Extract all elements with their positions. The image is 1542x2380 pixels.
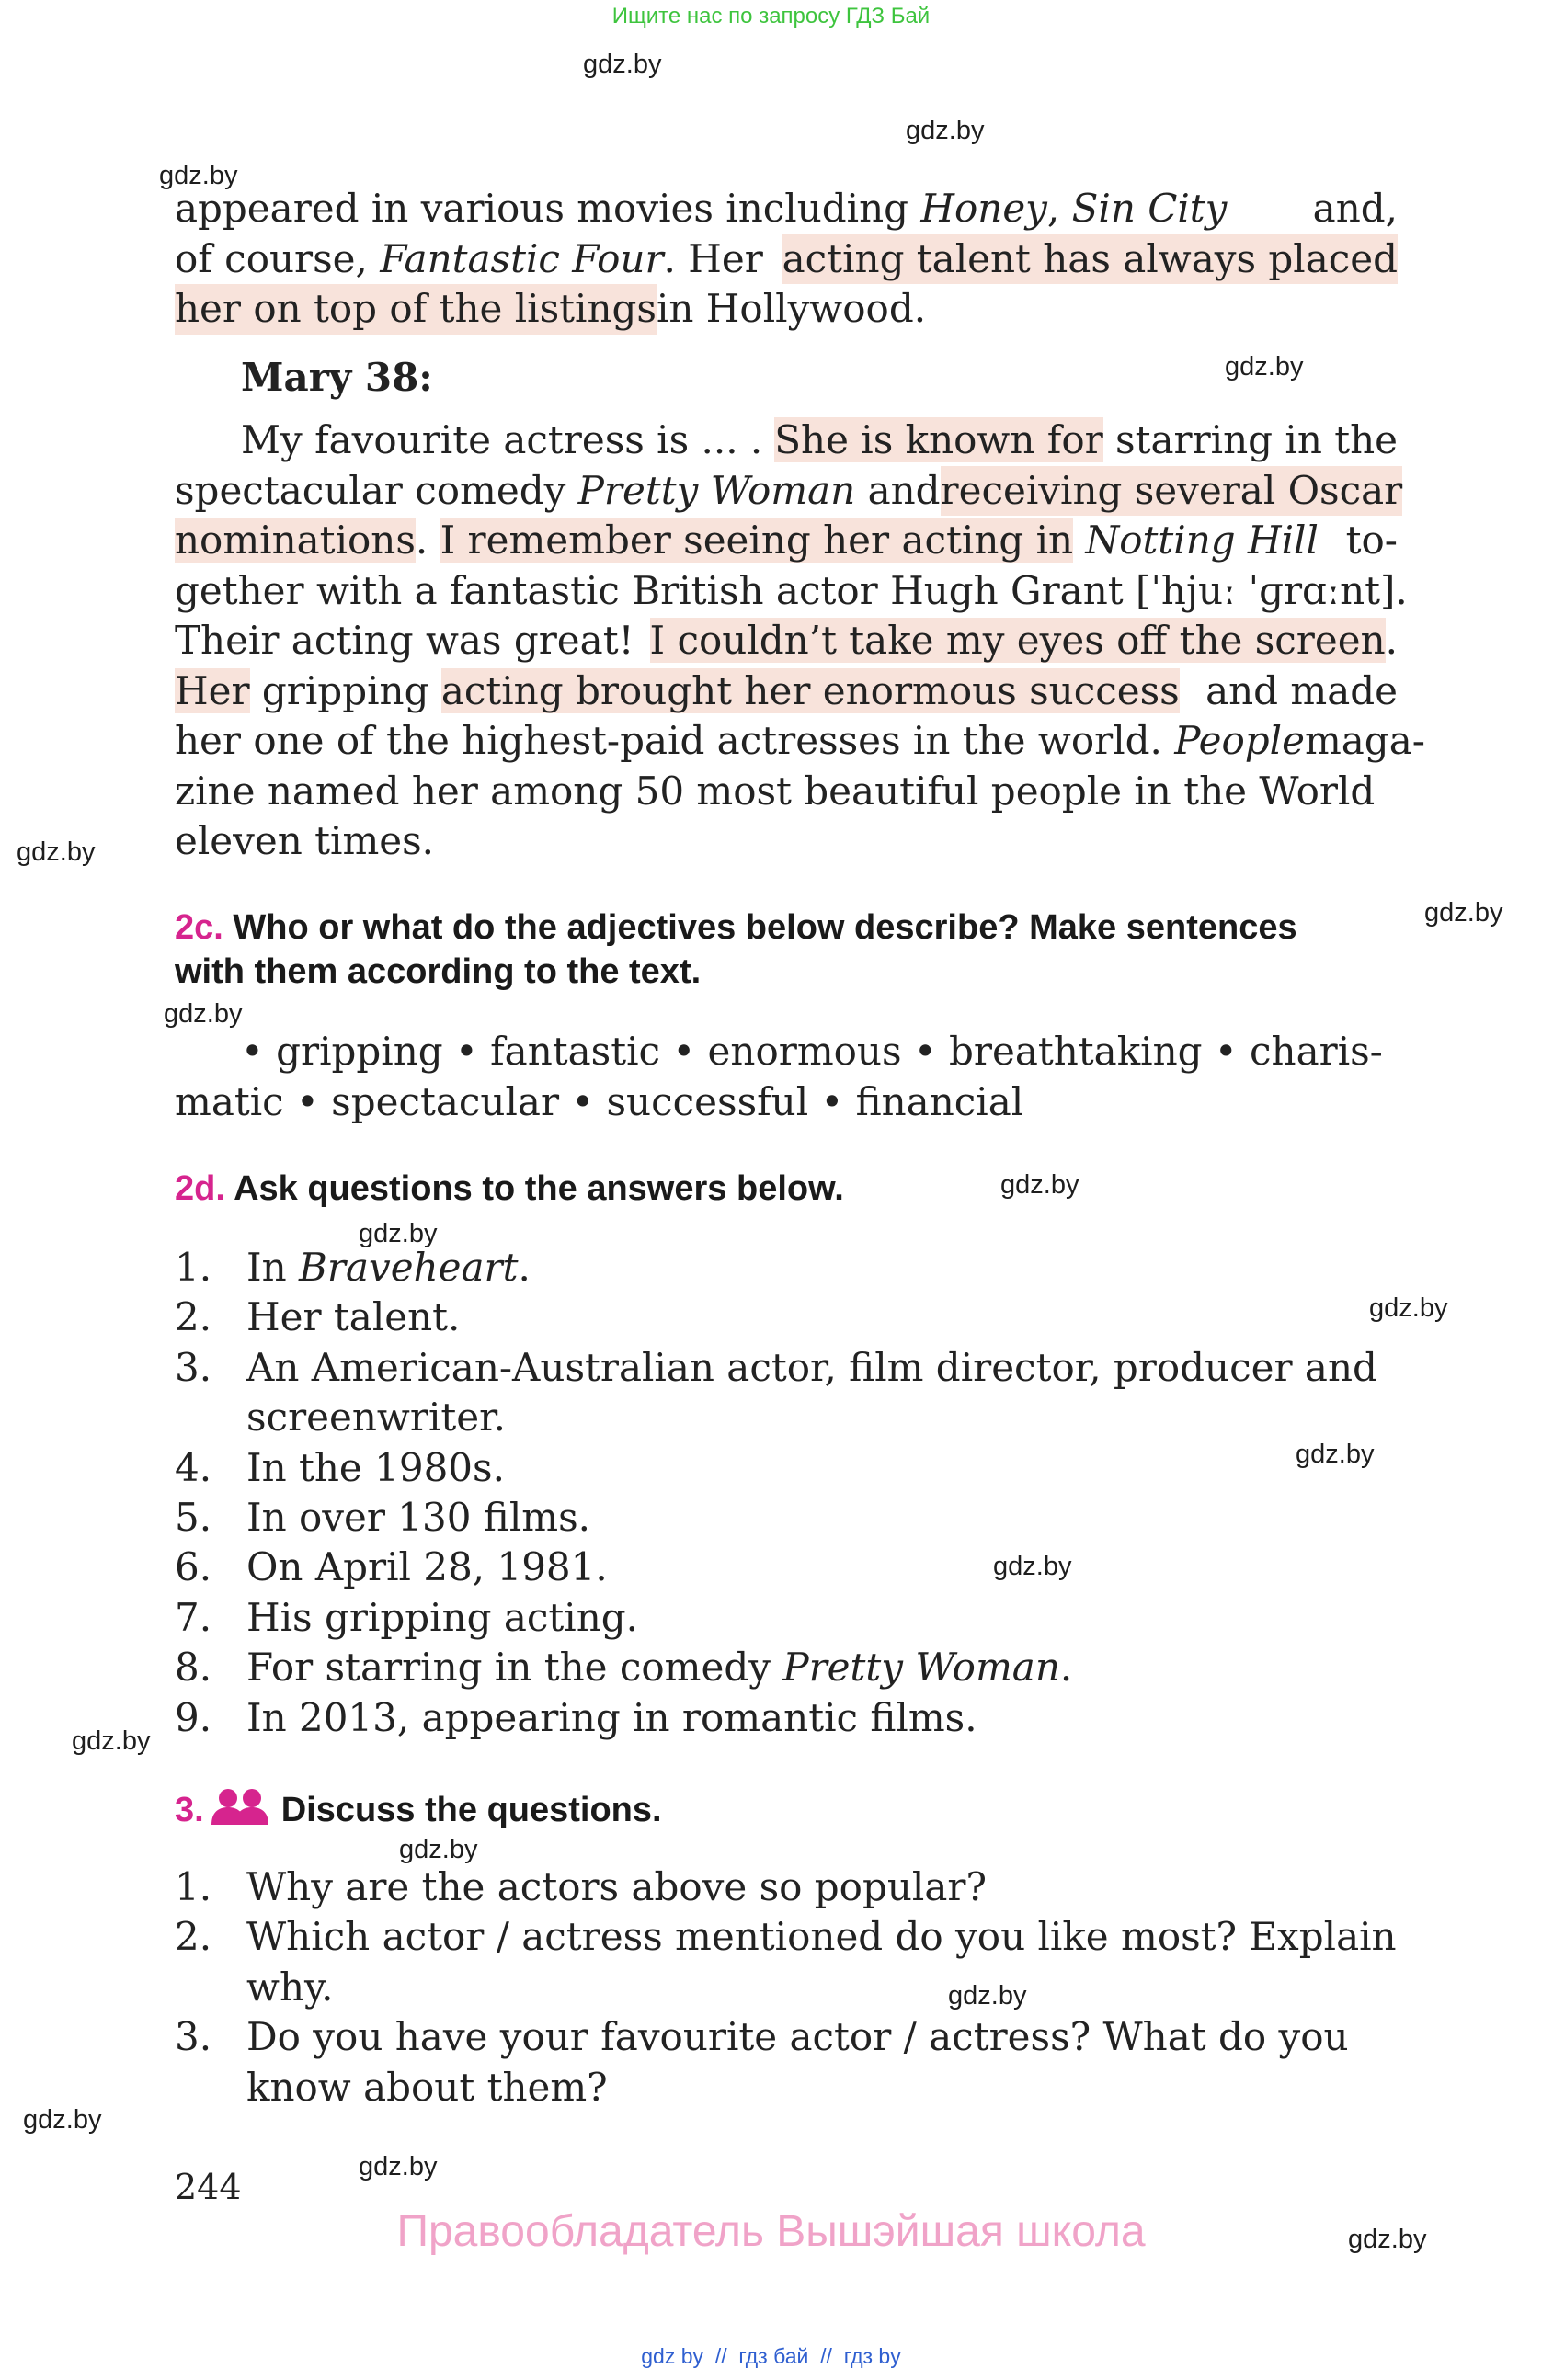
watermark: gdz.by [1000,1170,1079,1200]
paragraph-continuation [175,184,1398,335]
mary-heading: Mary 38: [241,355,433,400]
watermark: gdz.by [1296,1440,1375,1469]
list-item: 5. In over 130 films. [175,1494,590,1540]
watermark: gdz.by [359,1219,438,1248]
list-item: 9. In 2013, appearing in romantic films. [175,1694,977,1740]
mary-paragraph [175,416,1425,867]
highlighted-phrase: acting talent has always placed [782,234,1398,285]
list-item: 1. In Braveheart. [175,1245,531,1290]
text-line: appeared in various movies including Honey, Sin City and, [175,186,1398,231]
task-2d-heading: 2d. Ask questions to the answers below. [175,1169,844,1208]
list-item: 7. His gripping acting. [175,1594,639,1640]
watermark: gdz.by [23,2105,102,2135]
list-item-continuation: why. [246,1964,334,2010]
watermark: gdz.by [164,999,243,1029]
watermark: gdz.by [948,1981,1027,2010]
text-line: spectacular comedy Pretty Woman and receiving several Oscar [175,466,1398,517]
list-item: 4. In the 1980s. [175,1444,505,1490]
text-line: zine named her among 50 most beautiful people in the World [175,768,1376,814]
watermark: gdz.by [17,837,96,867]
watermark: gdz.by [1369,1293,1448,1323]
text-line: Their acting was great! I couldn’t take my eyes off the screen. [175,618,1398,663]
text-line: nominations. I remember seeing her acting in Notting Hill to- [175,518,1398,563]
page-number: 244 [175,2167,242,2207]
watermark: gdz.by [1348,2225,1427,2254]
text-line: Her gripping acting brought her enormous success and made [175,667,1398,713]
text-line: of course, Fantastic Four. Her acting talent has always placed [175,234,1398,285]
task-number: 2c. [175,908,223,947]
task-number: 2d. [175,1169,225,1208]
discussion-questions [175,1862,1398,2112]
list-item: 6. On April 28, 1981. [175,1544,608,1590]
copyright-notice: Правообладатель Вышэйшая школа [396,2207,1146,2256]
list-item: 1. Why are the actors above so popular? [175,1864,987,1909]
watermark: gdz.by [1424,898,1503,928]
list-item: 2. Which actor / actress mentioned do you like most? Explain [175,1914,1397,1960]
list-item-continuation: know about them? [246,2064,608,2110]
search-notice: Ищите нас по запросу ГДЗ Бай [611,4,931,28]
task-3-heading: 3. Discuss the questions. [175,1788,1407,1836]
highlighted-phrase: She is known for [774,417,1103,462]
text-line: eleven times. [175,818,435,863]
text-line: • gripping • fantastic • enormous • breathtaking • charis- [241,1029,1383,1074]
list-item: 8. For starring in the comedy Pretty Woman. [175,1645,1073,1691]
task-number: 3. [175,1791,204,1829]
text-line: her one of the highest-paid actresses in the world. People maga- [175,718,1425,763]
list-item: 2. Her talent. [175,1294,461,1340]
watermark: gdz.by [583,50,662,79]
list-item-continuation: screenwriter. [246,1395,506,1441]
highlighted-phrase: nominations [175,518,416,563]
footer-links: gdz by // гдз бай // гдз by [641,2344,901,2368]
highlighted-phrase: her on top of the listings [175,284,657,335]
text-line: her on top of the listings in Hollywood. [175,284,1398,335]
list-item: 3. Do you have your favourite actor / actress? What do you [175,2014,1349,2060]
highlighted-phrase: I couldn’t take my eyes off the screen [649,618,1386,663]
text-line: matic • spectacular • successful • financial [175,1078,1024,1124]
highlighted-phrase: acting brought her enormous success [440,667,1180,713]
highlighted-phrase: I remember seeing her acting in [440,518,1074,563]
watermark: gdz.by [1225,352,1304,381]
highlighted-phrase: receiving several Oscar [941,466,1403,517]
watermark: gdz.by [906,116,985,145]
watermark: gdz.by [399,1835,478,1864]
adjective-list [175,1027,1398,1127]
highlighted-phrase: Her [175,667,250,713]
watermark: gdz.by [993,1552,1072,1581]
text-line: My favourite actress is ... . She is known for starring in the [241,417,1398,462]
watermark: gdz.by [359,2152,438,2181]
watermark: gdz.by [159,161,238,190]
text-line: gether with a fantastic British actor Hugh Grant [ˈhjuː ˈɡrɑːnt]. [175,567,1408,613]
watermark: gdz.by [72,1726,151,1756]
pair-work-icon [210,1788,272,1836]
list-item: 3. An American-Australian actor, film director, producer and [175,1344,1377,1390]
answers-list [175,1243,1398,1743]
task-2c-heading: 2c. Who or what do the adjectives below describe? Make sentences with them according to the text. [175,908,1297,991]
